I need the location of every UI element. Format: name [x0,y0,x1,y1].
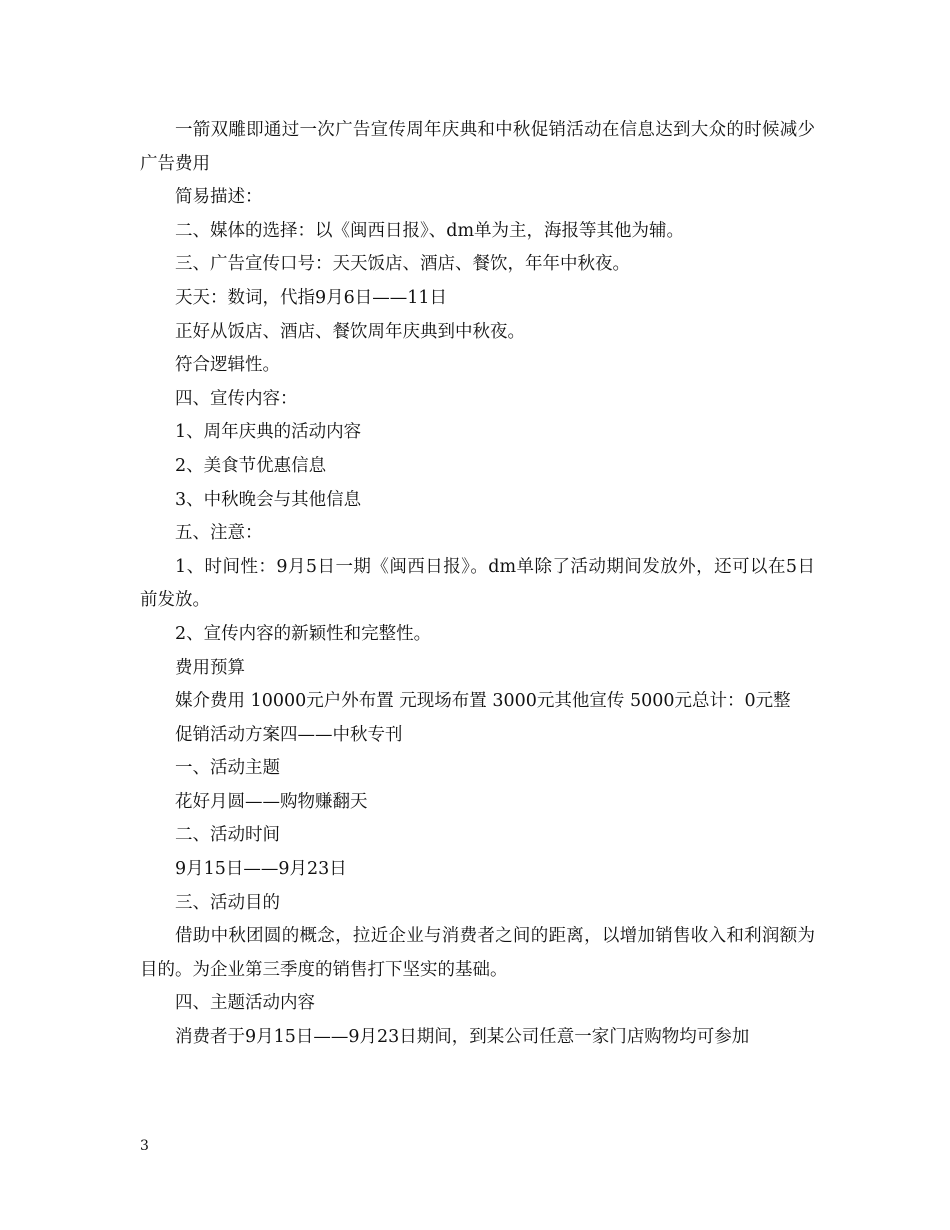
paragraph: 三、广告宣传口号：天天饭店、酒店、餐饮，年年中秋夜。 [175,254,630,275]
paragraph: 1、周年庆典的活动内容 [175,422,362,443]
paragraph: 借助中秋团圆的概念，拉近企业与消费者之间的距离，以增加销售收入和利润额为目的。为企业第三季度的销售打下坚实的基础。 [140,926,815,980]
paragraph: 2、美食节优惠信息 [175,455,327,476]
paragraph: 一、活动主题 [175,758,280,779]
document-body [140,114,815,1055]
paragraph: 消费者于9月15日——9月23日期间，到某公司任意一家门店购物均可参加 [175,1027,750,1048]
paragraph: 二、活动时间 [175,825,280,846]
paragraph: 四、宣传内容： [175,388,298,409]
paragraph: 符合逻辑性。 [175,355,280,376]
paragraph: 3、中秋晚会与其他信息 [175,489,362,510]
paragraph: 费用预算 [175,657,245,678]
paragraph: 四、主题活动内容 [175,993,315,1014]
paragraph: 天天：数词，代指9月6日——11日 [175,287,448,308]
paragraph: 一箭双雕即通过一次广告宣传周年庆典和中秋促销活动在信息达到大众的时候减少广告费用 [140,120,815,174]
paragraph: 五、注意： [175,523,263,544]
paragraph: 1、时间性：9月5日一期《闽西日报》。dm单除了活动期间发放外，还可以在5日前发放。 [140,556,815,611]
paragraph: 正好从饭店、酒店、餐饮周年庆典到中秋夜。 [175,321,525,342]
paragraph: 二、媒体的选择：以《闽西日报》、dm单为主，海报等其他为辅。 [175,220,685,241]
page-number: 3 [140,1138,149,1154]
paragraph: 三、活动目的 [175,892,280,913]
paragraph: 花好月圆——购物赚翻天 [175,791,368,812]
paragraph: 简易描述： [175,187,263,208]
paragraph: 促销活动方案四——中秋专刊 [175,724,403,745]
paragraph: 9月15日——9月23日 [175,859,347,880]
paragraph: 2、宣传内容的新颖性和完整性。 [175,623,432,644]
paragraph: 媒介费用 10000元户外布置 元现场布置 3000元其他宣传 5000元总计：0元整 [175,691,791,712]
